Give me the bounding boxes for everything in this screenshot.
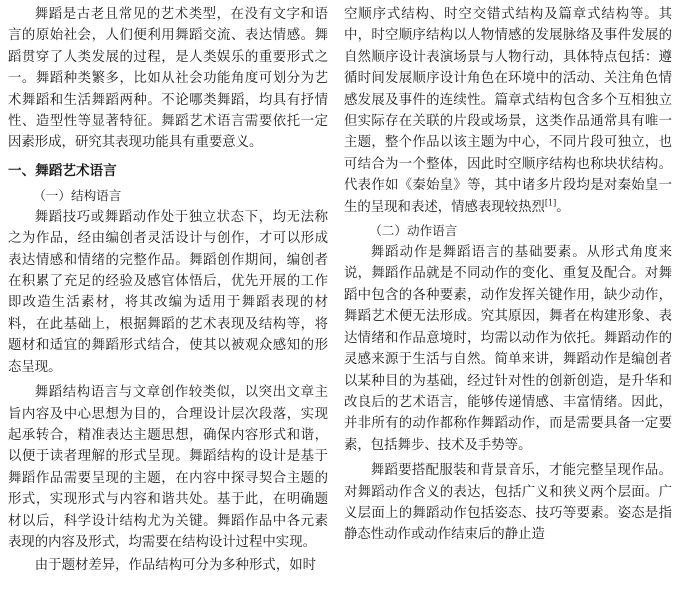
- continued-paragraph: [344, 4, 672, 218]
- action-paragraph-1: 舞蹈动作是舞蹈语言的基础要素。从形式角度来说，舞蹈作品就是不同动作的变化、重复及配合。对舞蹈中包含的各种要素，动作发挥关键作用，缺少动作，舞蹈艺术便无法形成。究其原因，舞者在构建形象、表达情绪和作品意境时，均需以动作为依托。舞蹈动作的灵感来源于生活与自然。简单来讲，舞蹈动作是编创者以某种目的为基础，经过针对性的创新创造，是升华和改良后的艺术语言，能够传递情感、丰富情绪。因此，并非所有的动作都称作舞蹈动作，而是需要具备一定要素，包括舞步、技术及手势等。: [344, 245, 672, 453]
- right-column: [344, 4, 672, 546]
- subsection-heading-structure: （一）结构语言: [33, 187, 122, 203]
- section-heading: 一、舞蹈艺术语言: [8, 162, 117, 179]
- intro-paragraph: 舞蹈是古老且常见的艺术类型，在没有文字和语言的原始社会，人们便利用舞蹈交流、表达情感。舞蹈贯穿了人类发展的过程，是人类娱乐的重要形式之一。舞蹈种类繁多，比如从社会功能角度可划分为艺术舞蹈和生活舞蹈两种。不论哪类舞蹈，均具有抒情性、造型性等显著特征。舞蹈艺术语言需要依托一定因素形成，研究其表现功能具有重要意义。: [8, 7, 328, 151]
- structure-paragraph-1: 舞蹈技巧或舞蹈动作处于独立状态下，均无法称之为作品，经由编创者灵活设计与创作，才可以形成表达情感和情绪的完整作品。舞蹈创作期间，编创者在积累了充足的经验及感官体悟后，优先开展的工作即改造生活素材，将其改编为适用于舞蹈表现的材料，在此基础上，根据舞蹈的艺术表现及结构等，将题材和适宜的舞蹈形式结合，使其以被观众感知的形态呈现。: [8, 209, 328, 375]
- structure-paragraph-3: 由于题材差异，作品结构可分为多种形式，如时: [34, 558, 316, 574]
- left-column: [8, 4, 328, 577]
- structure-paragraph-2: 舞蹈结构语言与文章创作较类似，以突出文章主旨内容及中心思想为目的，合理设计层次段落，实现起承转合，精准表达主题思想，确保内容形式和谐，以便于读者理解的形式呈现。舞蹈结构的设计是基于舞蹈作品需要呈现的主题，在内容中探寻契合主题的形式，实现形式与内容和谐共处。基于此，在明确题材以后，科学设计结构尤为关键。舞蹈作品中各元素表现的内容及形式，均需要在结构设计过程中实现。: [8, 385, 328, 550]
- continued-paragraph-end: 。: [556, 199, 570, 215]
- citation-marker: [1]: [544, 198, 557, 208]
- continued-paragraph-text: 空顺序式结构、时空交错式结构及篇章式结构等。其中，时空顺序结构以人物情感的发展脉络及事件发展的自然顺序设计表演场景与人物行动，具体特点包括：遵循时间发展顺序设计角色在环境中的活动、关注角色情感发展及事件的连续性。篇章式结构包含多个互相独立但实际存在关联的片段或场景，这类作品通常具有唯一主题，整个作品以该主题为中心，不同片段可独立，也可结合为一个整体，因此时空顺序结构也称块状结构。代表作如《秦始皇》等，其中诸多片段均是对秦始皇一生的呈现和表述，情感表现较热烈: [344, 7, 672, 215]
- subsection-heading-action: （二）动作语言: [369, 223, 458, 239]
- action-paragraph-2: 舞蹈要搭配服装和背景音乐，才能完整呈现作品。对舞蹈动作含义的表达，包括广义和狭义两个层面。广义层面上的舞蹈动作包括姿态、技巧等要素。姿态是指静态性动作或动作结束后的静止造: [344, 463, 672, 543]
